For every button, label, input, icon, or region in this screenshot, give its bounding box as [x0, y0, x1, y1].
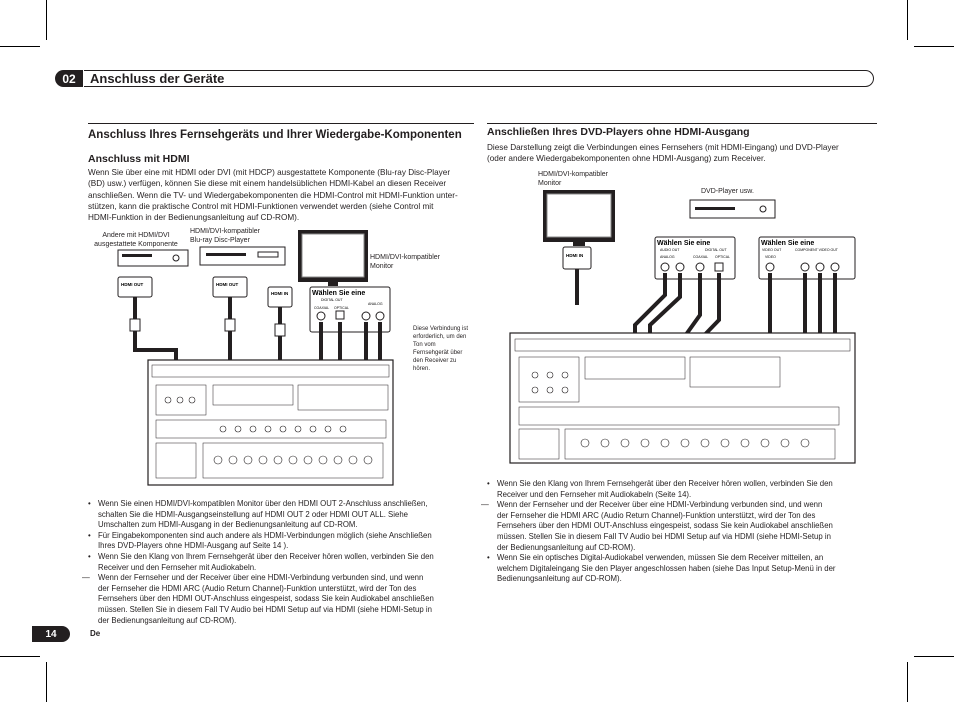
receiver-rear-panel-right — [510, 333, 855, 463]
label-dvd-player: DVD-Player usw. — [701, 188, 754, 195]
right-connection-diagram — [505, 185, 865, 470]
hdmi-out-label-1: HDMI OUT — [121, 282, 144, 287]
audio-out-label: AUDIO OUT — [660, 248, 680, 252]
note-connection-needed: Diese Verbindung ist erforderlich, um den Ton vom Fernsehgerät über den Receiver zu hören. — [413, 326, 469, 372]
crop-mark — [0, 46, 40, 47]
select-one-right-a: Wählen Sie eine — [657, 240, 711, 247]
right-intro: Diese Darstellung zeigt die Verbindungen eines Fernsehers (mit HDMI-Eingang) und DVD-Player (oder andere Wiedergabekomponenten ohne HDMI-Ausgang) zum Receiver. — [487, 143, 839, 164]
label-monitor-left: HDMI/DVI-kompatibler Monitor — [370, 254, 441, 270]
other-component-device — [118, 250, 188, 266]
optical-label-right: OPTICAL — [715, 255, 730, 259]
language-code: De — [90, 629, 101, 638]
crop-mark — [0, 656, 40, 657]
crop-mark — [46, 662, 47, 702]
video-label: VIDEO — [765, 255, 776, 259]
left-intro: Wenn Sie über eine mit HDMI oder DVI (mit HDCP) ausgestattete Komponente (Blu-ray Disc-Player (BD) usw.) verfügen, können Sie diese mit einem handelsüblichen HDMI-Kabel an diesen Receiver anschließen. Wenn die TV- und Wiedergabekomponenten die HDMI-Control mit HDMI-Funktion unter- stützen, kann die praktische Control mit HDMI-Funktionen verwendet werden (siehe Control mit HDMI-Funktion in der Bedienungsanleitung auf CD-ROM). — [88, 168, 458, 223]
label-other-component: Andere mit HDMI/DVI ausgestattete Komponente — [94, 232, 178, 248]
hdmi-out-label-2: HDMI OUT — [216, 282, 239, 287]
left-heading: Anschluss Ihres Fernsehgeräts und Ihrer Wiedergabe-Komponenten — [88, 129, 462, 141]
digital-out-label-right: DIGITAL OUT — [705, 248, 727, 252]
page-number: 14 — [32, 626, 70, 642]
crop-mark — [907, 0, 908, 40]
receiver-rear-panel-left — [148, 360, 393, 485]
label-bd-player: HDMI/DVI-kompatibler Blu-ray Disc-Player — [190, 228, 261, 244]
component-video-out-label: COMPONENT VIDEO OUT — [795, 248, 838, 252]
digital-out-label: DIGITAL OUT — [321, 298, 343, 302]
hdmi-in-label: HDMI IN — [271, 291, 289, 296]
crop-mark — [46, 0, 47, 40]
bd-player-device — [200, 247, 285, 265]
crop-mark — [907, 662, 908, 702]
select-one-right-b: Wählen Sie eine — [761, 240, 815, 247]
select-one-left: Wählen Sie eine — [312, 290, 366, 297]
tv-monitor-left — [298, 230, 368, 286]
section-rule-right — [487, 123, 877, 124]
chapter-title: Anschluss der Geräte — [90, 71, 225, 86]
left-bullets: • Wenn Sie einen HDMI/DVI-kompatiblen Monitor über den HDMI OUT 2-Anschluss anschließen, schalten Sie die HDMI-Ausgangseinstellung auf HDMI OUT 2 oder HDMI OUT ALL. Siehe Umschalten zum HDMI-Ausgang in der Bedienungsanleitung auf CD-ROM. • Für Eingabekomponenten sind auch andere als HDMI-Verbindungen möglich (siehe Anschließen Ihres DVD-Players ohne HDMI-Ausgang auf Seite 14 ). • Wenn Sie den Klang von Ihrem Fernsehgerät über den Receiver hören wollen, verbinden Sie den Receiver und den Fernseher mit Audiokabeln. — Wenn der Fernseher und der Receiver über eine HDMI-Verbindung verbunden sind, und wenn der Fernseher die HDMI ARC (Audio Return Channel)-Funktion unterstützt, wird der Ton des Fernsehers über den HDMI OUT-Anschluss eingespeist, sodass Sie kein Audiokabel anschließen müssen. Stellen Sie in diesem Fall TV Audio bei HDMI Setup auf via HDMI (siehe HDMI-Setup in der Bedienungsanleitung auf CD-ROM). — [88, 499, 480, 626]
optical-label: OPTICAL — [334, 306, 349, 310]
section-rule — [88, 123, 474, 124]
analog-label-right: ANALOG — [660, 255, 675, 259]
analog-label: ANALOG — [368, 302, 383, 306]
left-subheading: Anschluss mit HDMI — [88, 153, 190, 165]
coaxial-label: COAXIAL — [314, 306, 330, 310]
dvd-player-device — [690, 200, 775, 218]
chapter-number: 02 — [55, 70, 83, 87]
right-heading: Anschließen Ihres DVD-Players ohne HDMI-Ausgang — [487, 126, 750, 138]
crop-mark — [914, 46, 954, 47]
hdmi-in-label-right: HDMI IN — [566, 253, 584, 258]
video-out-label: VIDEO OUT — [762, 248, 782, 252]
right-bullets: • Wenn Sie den Klang von Ihrem Fernsehgerät über den Receiver hören wollen, verbinden Sie den Receiver und den Fernseher mit Audiokabeln (Seite 14). — Wenn der Fernseher und der Receiver über eine HDMI-Verbindung verbunden sind, und wenn der Fernseher die HDMI ARC (Audio Return Channel)-Funktion unterstützt, wird der Ton des Fernsehers über den HDMI OUT-Anschluss eingespeist, sodass Sie kein Audiokabel anschließen müssen. Stellen Sie in diesem Fall TV Audio bei HDMI Setup auf via HDMI (siehe HDMI-Setup in der Bedienungsanleitung auf CD-ROM). • Wenn Sie ein optisches Digital-Audiokabel verwenden, müssen Sie dem Receiver mitteilen, an welchem Digitaleingang Sie den Player angeschlossen haben (siehe Das Input Setup-Menü in der Bedienungsanleitung auf CD-ROM). — [487, 479, 879, 585]
left-connection-diagram — [88, 225, 418, 495]
tv-monitor-right — [543, 190, 615, 246]
coaxial-label-right: COAXIAL — [693, 255, 709, 259]
crop-mark — [914, 656, 954, 657]
label-monitor-right: HDMI/DVI-kompatibler Monitor — [538, 171, 609, 187]
